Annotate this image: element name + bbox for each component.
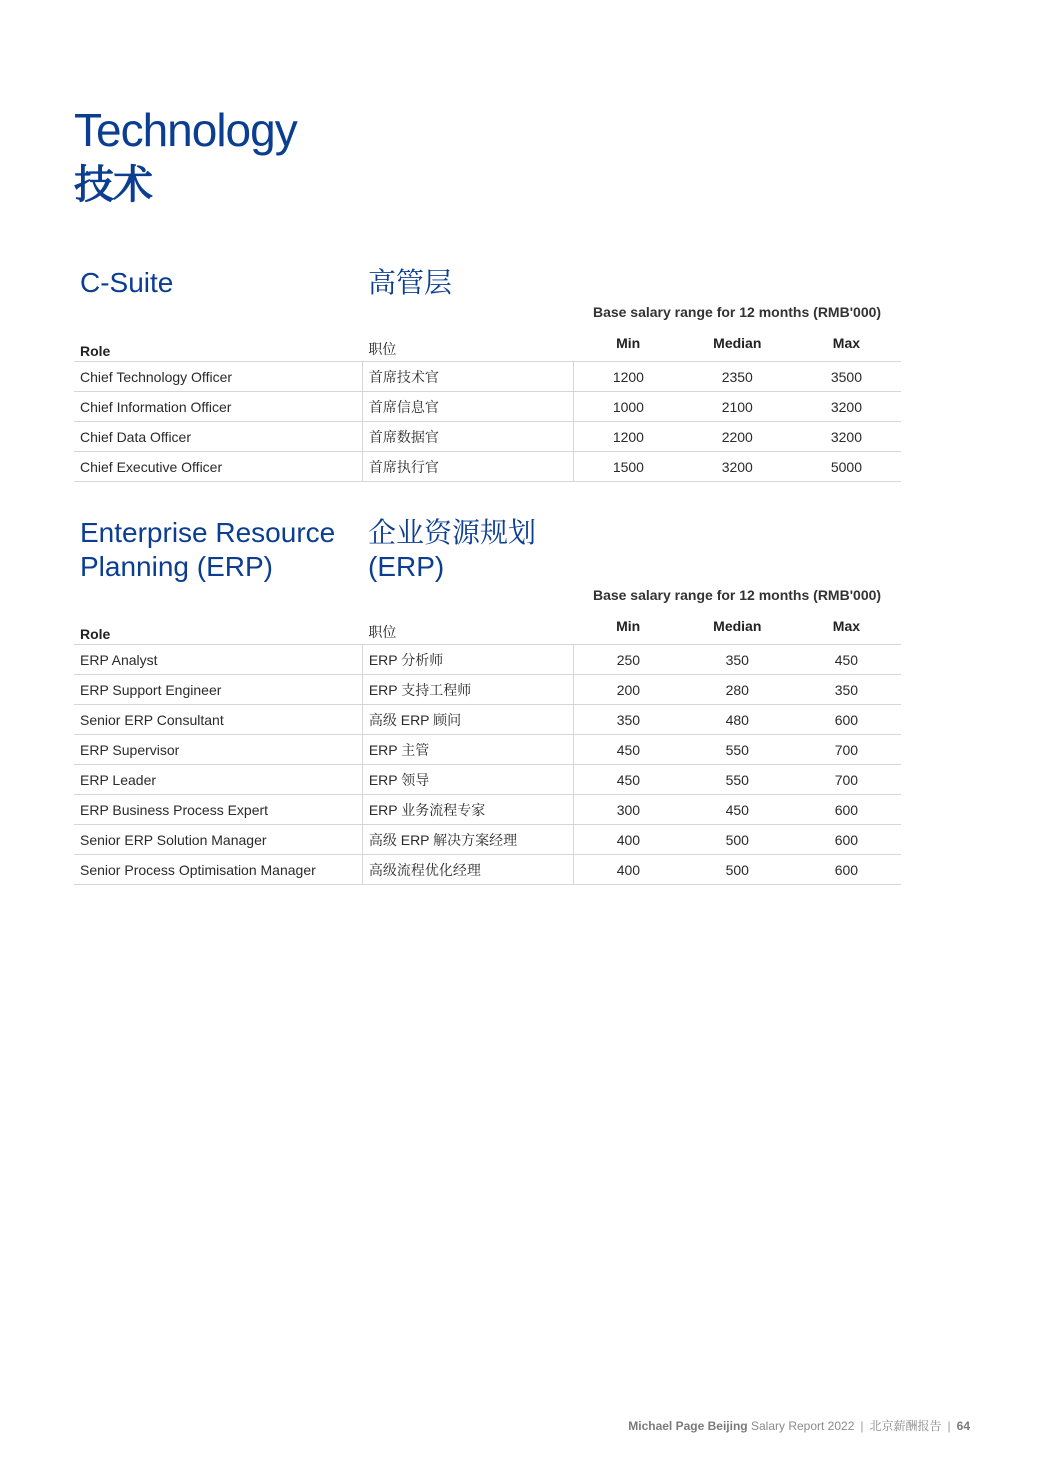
role-header: Role — [74, 329, 362, 362]
median-cell: 280 — [683, 675, 792, 705]
role-zh-cell: ERP 主管 — [362, 735, 573, 765]
role-zh-cell: 高级流程优化经理 — [362, 855, 573, 885]
min-header: Min — [574, 329, 683, 362]
max-cell: 700 — [792, 735, 901, 765]
role-cell: ERP Business Process Expert — [74, 795, 362, 825]
csuite-title-zh: 高管层 — [368, 267, 453, 298]
erp-heading — [74, 516, 901, 584]
median-cell: 550 — [683, 765, 792, 795]
erp-title-en-line1: Enterprise Resource — [80, 517, 336, 548]
table-header-row — [74, 612, 901, 645]
table-row — [74, 675, 901, 705]
role-zh-cell: 首席信息官 — [362, 392, 573, 422]
min-cell: 200 — [574, 675, 683, 705]
role-zh-cell: 首席技术官 — [362, 362, 573, 392]
csuite-table-body — [74, 362, 901, 482]
page-footer — [628, 1417, 970, 1434]
role-header: Role — [74, 612, 362, 645]
salary-range-label: Base salary range for 12 months (RMB'000) — [592, 304, 882, 320]
min-cell: 350 — [574, 705, 683, 735]
erp-table-body — [74, 645, 901, 885]
max-cell: 5000 — [792, 452, 901, 482]
role-cell: ERP Supervisor — [74, 735, 362, 765]
salary-range-label: Base salary range for 12 months (RMB'000) — [592, 587, 882, 603]
role-zh-cell: 高级 ERP 解决方案经理 — [362, 825, 573, 855]
max-cell: 3200 — [792, 422, 901, 452]
role-cell: Chief Executive Officer — [74, 452, 362, 482]
median-cell: 450 — [683, 795, 792, 825]
min-cell: 1200 — [574, 362, 683, 392]
min-cell: 1500 — [574, 452, 683, 482]
role-cell: ERP Analyst — [74, 645, 362, 675]
median-cell: 3200 — [683, 452, 792, 482]
median-cell: 2100 — [683, 392, 792, 422]
role-zh-cell: ERP 分析师 — [362, 645, 573, 675]
erp-title-en — [80, 516, 360, 584]
role-zh-cell: ERP 业务流程专家 — [362, 795, 573, 825]
min-cell: 450 — [574, 765, 683, 795]
max-cell: 600 — [792, 825, 901, 855]
role-cell: Senior Process Optimisation Manager — [74, 855, 362, 885]
max-cell: 600 — [792, 795, 901, 825]
role-cell: Senior ERP Solution Manager — [74, 825, 362, 855]
erp-table — [74, 612, 901, 885]
table-row — [74, 795, 901, 825]
erp-section — [74, 516, 901, 885]
max-cell: 600 — [792, 705, 901, 735]
table-row — [74, 765, 901, 795]
table-row — [74, 362, 901, 392]
table-row — [74, 422, 901, 452]
table-row — [74, 825, 901, 855]
footer-report: Salary Report 2022 — [750, 1419, 855, 1433]
table-row — [74, 735, 901, 765]
role-zh-header: 职位 — [362, 329, 573, 362]
max-cell: 3200 — [792, 392, 901, 422]
max-cell: 350 — [792, 675, 901, 705]
max-header: Max — [792, 612, 901, 645]
role-zh-cell: 高级 ERP 顾问 — [362, 705, 573, 735]
max-cell: 600 — [792, 855, 901, 885]
role-zh-cell: 首席执行官 — [362, 452, 573, 482]
table-row — [74, 705, 901, 735]
min-cell: 250 — [574, 645, 683, 675]
role-cell: Chief Data Officer — [74, 422, 362, 452]
role-zh-cell: ERP 支持工程师 — [362, 675, 573, 705]
table-row — [74, 645, 901, 675]
erp-title-zh-line1: 企业资源规划 — [368, 517, 537, 548]
median-cell: 480 — [683, 705, 792, 735]
role-zh-cell: 首席数据官 — [362, 422, 573, 452]
role-cell: Chief Technology Officer — [74, 362, 362, 392]
footer-separator: | — [860, 1419, 864, 1433]
median-cell: 350 — [683, 645, 792, 675]
max-cell: 450 — [792, 645, 901, 675]
min-cell: 400 — [574, 855, 683, 885]
role-zh-cell: ERP 领导 — [362, 765, 573, 795]
max-cell: 3500 — [792, 362, 901, 392]
role-zh-header: 职位 — [362, 612, 573, 645]
median-header: Median — [683, 329, 792, 362]
footer-separator: | — [947, 1419, 951, 1433]
min-cell: 1200 — [574, 422, 683, 452]
median-cell: 500 — [683, 825, 792, 855]
csuite-section — [74, 266, 901, 482]
erp-title-en-line2: Planning (ERP) — [80, 551, 273, 582]
max-cell: 700 — [792, 765, 901, 795]
median-header: Median — [683, 612, 792, 645]
min-cell: 400 — [574, 825, 683, 855]
footer-brand: Michael Page Beijing — [628, 1419, 748, 1433]
median-cell: 500 — [683, 855, 792, 885]
median-cell: 550 — [683, 735, 792, 765]
role-cell: ERP Leader — [74, 765, 362, 795]
max-header: Max — [792, 329, 901, 362]
table-row — [74, 392, 901, 422]
table-row — [74, 855, 901, 885]
csuite-heading — [74, 266, 901, 302]
csuite-title-en: C-Suite — [80, 267, 174, 298]
median-cell: 2350 — [683, 362, 792, 392]
min-cell: 1000 — [574, 392, 683, 422]
role-cell: Senior ERP Consultant — [74, 705, 362, 735]
page-number: 64 — [956, 1419, 970, 1433]
min-header: Min — [574, 612, 683, 645]
page-title — [74, 102, 297, 212]
min-cell: 300 — [574, 795, 683, 825]
page-title-en: Technology — [74, 104, 297, 156]
erp-title-zh-line2: (ERP) — [368, 551, 445, 582]
footer-report-zh: 北京薪酬报告 — [869, 1419, 942, 1433]
table-row — [74, 452, 901, 482]
erp-title-zh — [368, 516, 536, 584]
csuite-table — [74, 329, 901, 482]
median-cell: 2200 — [683, 422, 792, 452]
table-header-row — [74, 329, 901, 362]
role-cell: ERP Support Engineer — [74, 675, 362, 705]
page-title-zh: 技术 — [74, 163, 152, 207]
min-cell: 450 — [574, 735, 683, 765]
role-cell: Chief Information Officer — [74, 392, 362, 422]
